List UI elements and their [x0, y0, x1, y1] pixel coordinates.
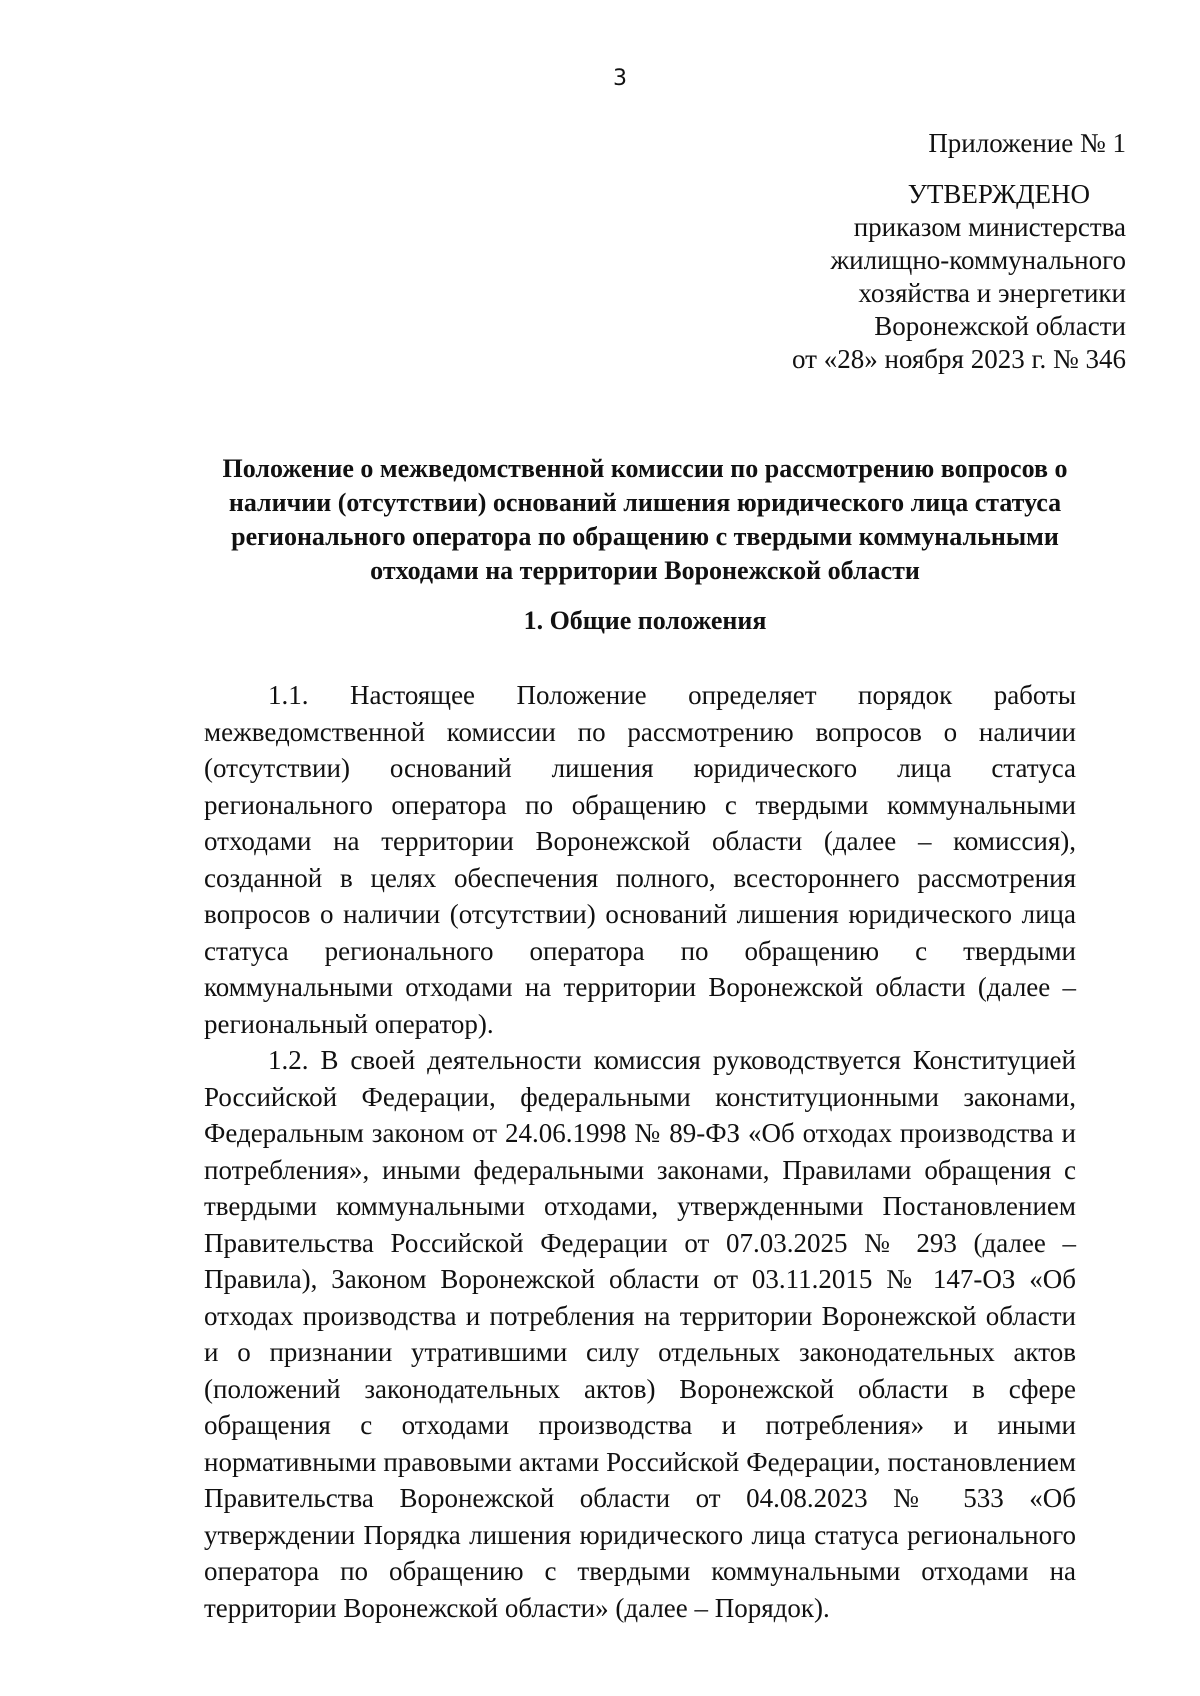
appendix-label: Приложение № 1: [928, 128, 1126, 158]
approval-line: приказом министерства: [853, 212, 1126, 242]
paragraph: 1.1. Настоящее Положение определяет порядок работы межведомственной комиссии по рассмотрению вопросов о наличии (отсутствии) оснований лишения юридического лица статуса регионального оператора по обращению с твердыми коммунальными отходами на территории Воронежской области (далее – комиссия), созданной в целях обеспечения полного, всестороннего рассмотрения вопросов о наличии (отсутствии) оснований лишения юридического лица статуса регионального оператора по обращению с твердыми коммунальными отходами на территории Воронежской области (далее – региональный оператор).: [204, 680, 1076, 1039]
approval-line: хозяйства и энергетики: [858, 278, 1126, 308]
section-heading: 1. Общие положения: [523, 606, 767, 635]
page-number: 3: [613, 66, 627, 91]
approval-stamp: УТВЕРЖДЕНО: [907, 179, 1090, 209]
paragraph: 1.2. В своей деятельности комиссия руководствуется Конституцией Российской Федерации, федеральными конституционными законами, Федеральным законом от 24.06.1998 № 89-ФЗ «Об отходах производства и потребления», иными федеральными законами, Правилами обращения с твердыми коммунальными отходами, утвержденными Постановлением Правительства Российской Федерации от 07.03.2025 № 293 (далее – Правила), Законом Воронежской области от 03.11.2015 № 147-ОЗ «Об отходах производства и потребления на территории Воронежской области и о признании утратившими силу отдельных законодательных актов (положений законодательных актов) Воронежской области в сфере обращения с отходами производства и потребления» и иными нормативными правовыми актами Российской Федерации, постановлением Правительства Воронежской области от 04.08.2023 № 533 «Об утверждении Порядка лишения юридического лица статуса регионального оператора по обращению с твердыми коммунальными отходами на территории Воронежской области» (далее – Порядок).: [204, 1045, 1076, 1623]
document-title: Положение о межведомственной комиссии по рассмотрению вопросов о наличии (отсутствии) оснований лишения юридического лица статуса регионального оператора по обращению с твердыми коммунальными отходами на территории Воронежской области: [222, 454, 1068, 585]
approval-line: Воронежской области: [874, 311, 1126, 341]
document-body: [204, 677, 1076, 1626]
approval-block: [792, 178, 1126, 376]
approval-line: жилищно-коммунального: [830, 245, 1126, 275]
approval-line: от «28» ноября 2023 г. № 346: [792, 344, 1126, 374]
